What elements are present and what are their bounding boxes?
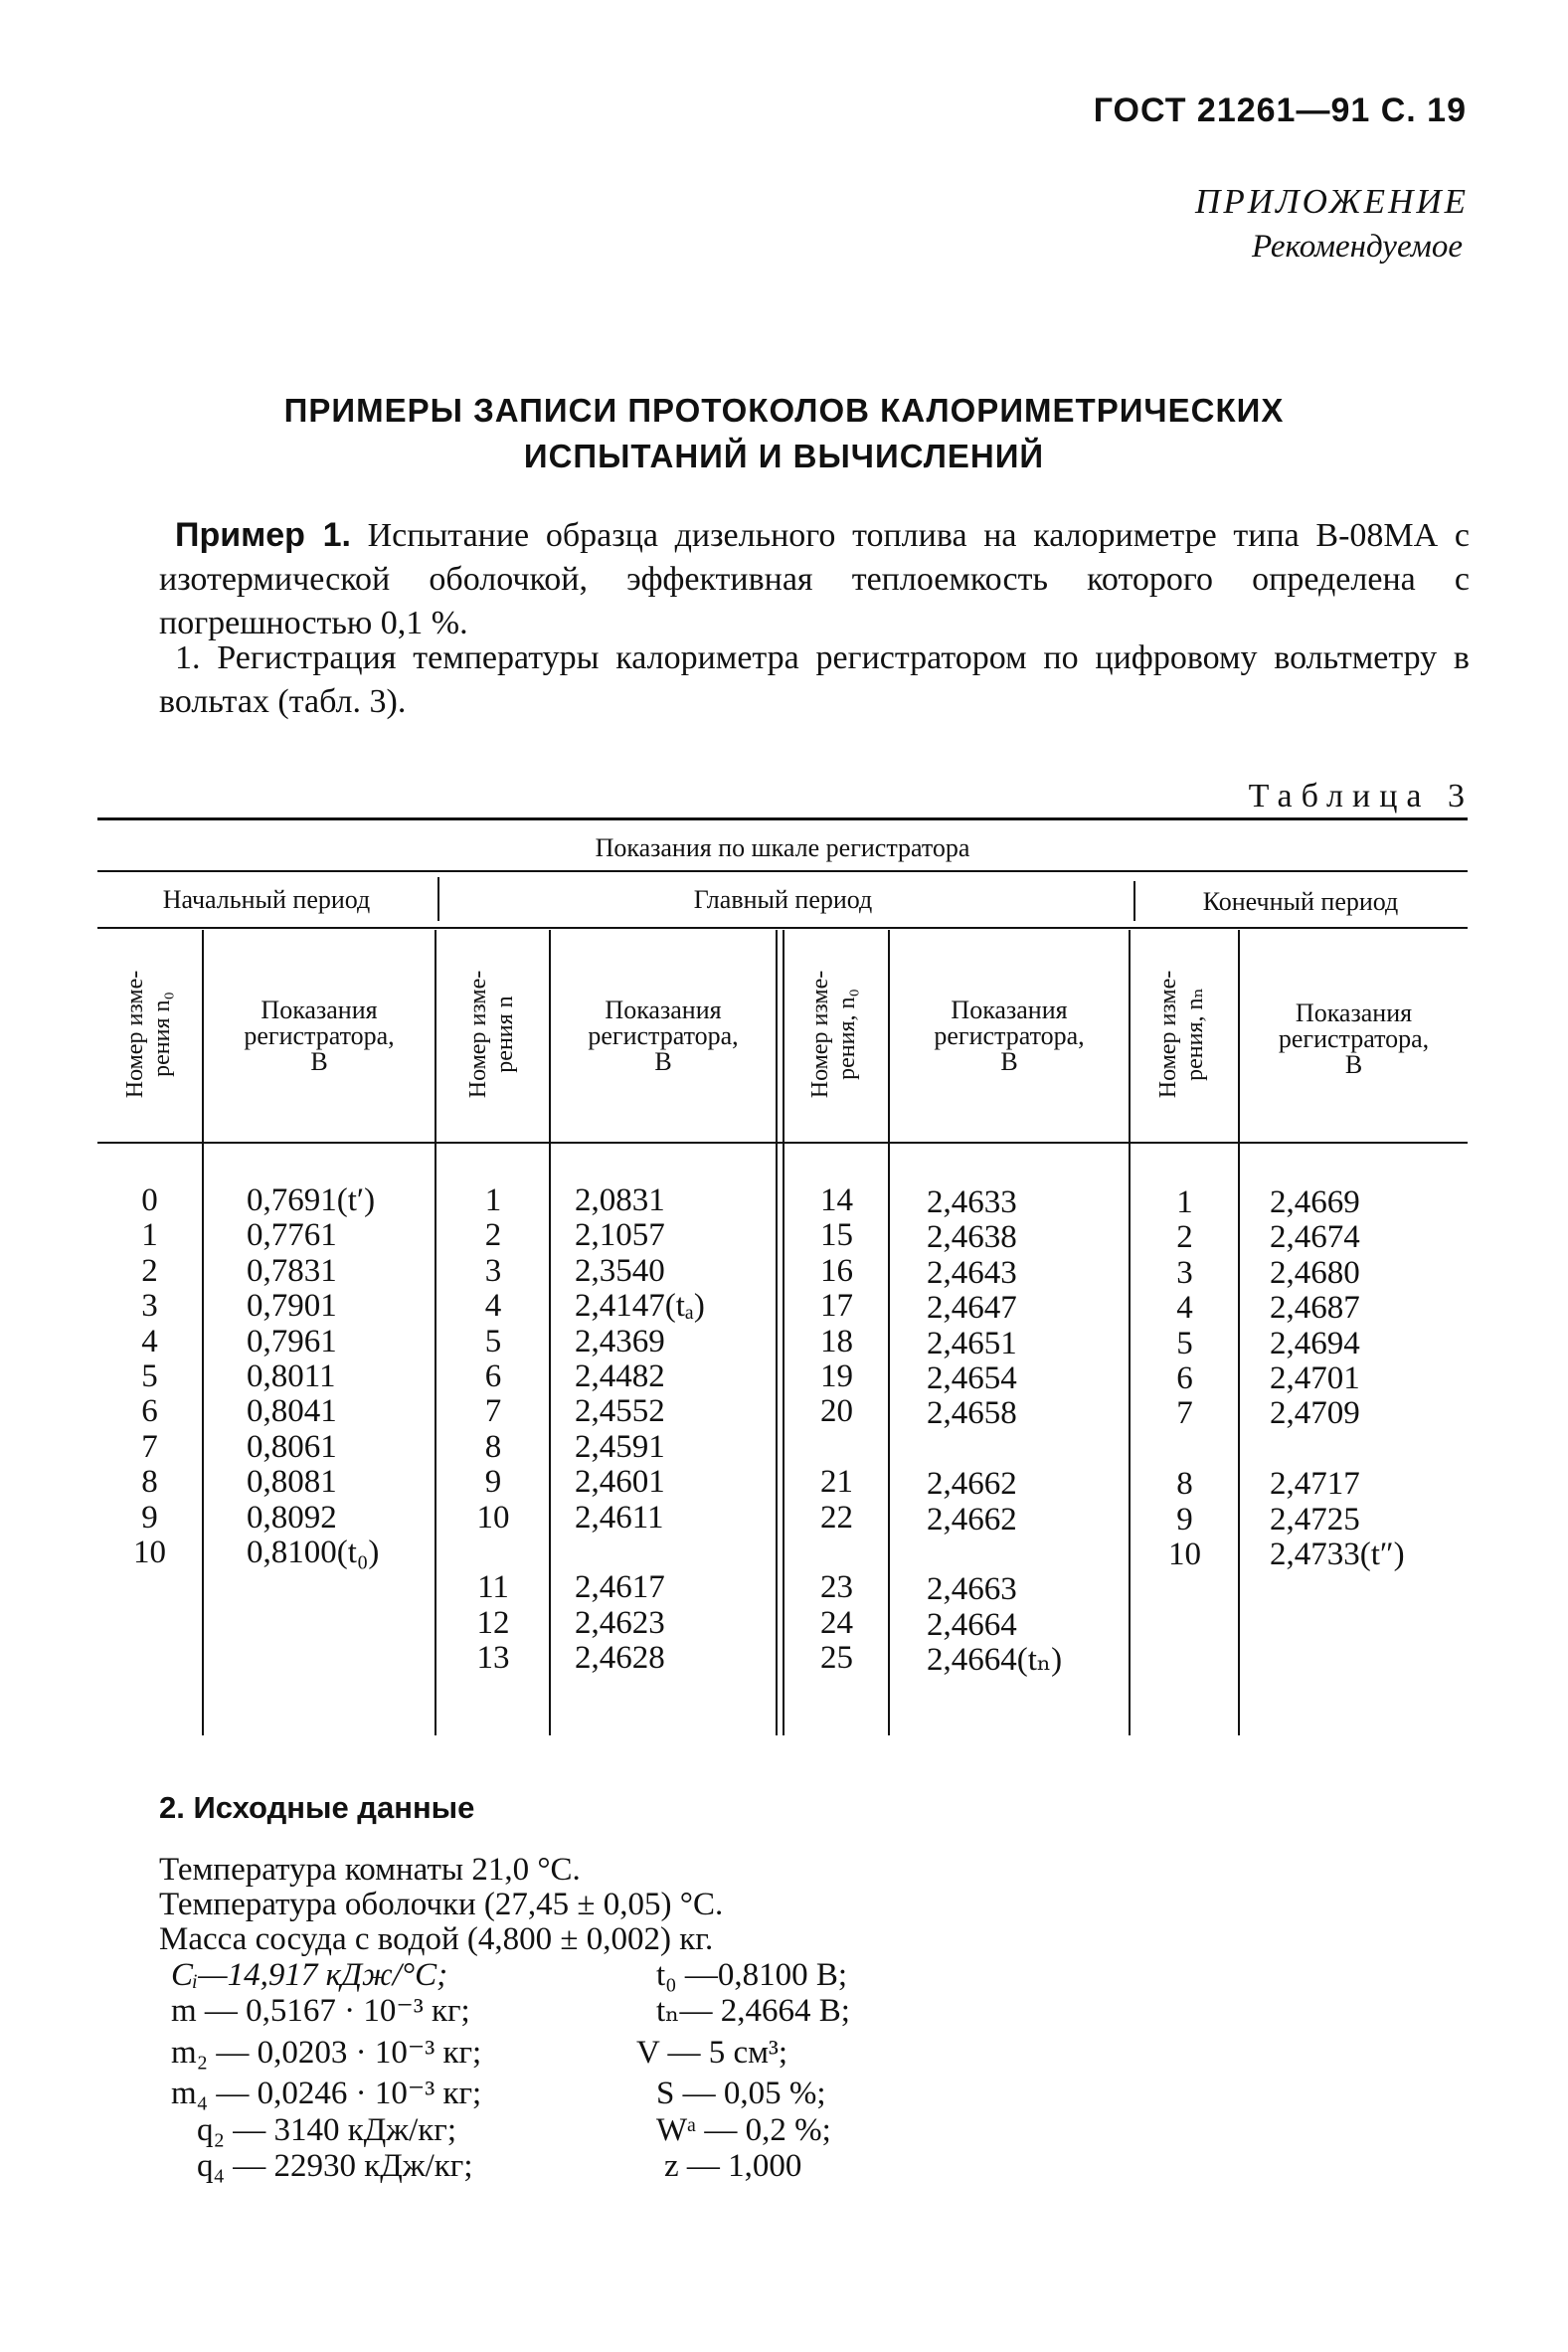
table-cell: 7	[484, 1393, 502, 1430]
table-cell: 25	[820, 1640, 853, 1677]
param-right: V — 5 см³;	[636, 2035, 788, 2071]
table-cell: 2,4638	[927, 1219, 1017, 1256]
table-cell: 2,4601	[575, 1464, 665, 1501]
table-cell: 7	[1176, 1395, 1193, 1432]
table-cell: 2,1057	[575, 1217, 665, 1254]
table-cell: 4	[1176, 1290, 1193, 1327]
final-number-column	[1132, 1185, 1238, 1572]
period-initial: Начальный период	[162, 885, 371, 914]
table-cell: 6	[1176, 1359, 1193, 1396]
final-reading-column	[1270, 1185, 1468, 1572]
table-cell: 9	[141, 1499, 158, 1536]
table-divider	[1129, 930, 1131, 1735]
table-cell: 5	[1176, 1325, 1193, 1361]
table-cell: 5	[141, 1357, 158, 1394]
table-cell: 13	[476, 1640, 510, 1677]
table-cell: 0,7901	[247, 1288, 337, 1325]
param-left: q₂ — 3140 кДж/кг;	[197, 2112, 457, 2148]
column-head-n0: Номер изме- рения n₀	[122, 970, 175, 1099]
param-right: Wᵃ — 0,2 %;	[656, 2112, 831, 2148]
column-head-reading: Показания регистратора, В	[244, 995, 395, 1076]
param-right: S — 0,05 %;	[656, 2076, 826, 2111]
table-cell: 8	[484, 1428, 502, 1465]
table-cell: 1	[141, 1217, 158, 1254]
table-cell: 0,8092	[247, 1499, 337, 1536]
main2-number-column	[785, 1183, 888, 1676]
table-cell: 2,4663	[927, 1571, 1017, 1608]
table-cell: 0,8081	[247, 1464, 337, 1501]
table-cell: 2,4664	[927, 1606, 1017, 1643]
table-cell: 2,4662	[927, 1466, 1017, 1503]
table-cell: 2,4369	[575, 1323, 665, 1359]
table-cell: 2,4623	[575, 1604, 665, 1641]
table-cell: 2,4643	[927, 1254, 1017, 1291]
table-cell: 2,4591	[575, 1428, 665, 1465]
registration-paragraph: 1. Регистрация температуры калориметра регистратором по цифровому вольтметру в вольтах (табл. 3).	[159, 639, 1470, 720]
table-cell: 0	[141, 1182, 158, 1218]
main-number-column	[437, 1183, 549, 1676]
table-cell: 2,4617	[575, 1569, 665, 1606]
table-cell: 4	[141, 1323, 158, 1359]
table-cell: 2,4654	[927, 1359, 1017, 1396]
table-cell: 2,4701	[1270, 1359, 1360, 1396]
period-final: Конечный период	[1202, 887, 1399, 916]
param-right: tₙ— 2,4664 В;	[656, 1993, 850, 2029]
param-left: m₂ — 0,0203 · 10⁻³ кг;	[171, 2035, 482, 2071]
table-cell: 0,7961	[247, 1323, 337, 1359]
table-cell	[1270, 1432, 1468, 1467]
table-cell: 3	[484, 1252, 502, 1289]
table-cell	[927, 1538, 1126, 1572]
example-paragraph	[159, 513, 1470, 645]
column-head-reading: Показания регистратора, В	[1278, 998, 1430, 1079]
table-caption: Таблица 3	[1248, 778, 1474, 814]
table-divider	[435, 930, 436, 1735]
column-head-reading: Показания регистратора, В	[934, 995, 1085, 1076]
table-cell: 2	[141, 1252, 158, 1289]
table-cell: 2,4647	[927, 1290, 1017, 1327]
table-cell: 3	[1176, 1254, 1193, 1291]
table-cell: 0,8011	[247, 1357, 336, 1394]
table-cell: 15	[820, 1217, 853, 1254]
title-line: ИСПЫТАНИЙ И ВЫЧИСЛЕНИЙ	[523, 438, 1045, 474]
table-cell: 2,4658	[927, 1395, 1017, 1432]
table-cell: 2,4674	[1270, 1219, 1360, 1256]
table-cell: 19	[820, 1357, 853, 1394]
table-cell: 18	[820, 1323, 853, 1359]
table-cell: 7	[141, 1428, 158, 1465]
table-cell: 20	[820, 1393, 853, 1430]
table-cell: 2,4611	[575, 1499, 664, 1536]
table-cell: 8	[141, 1464, 158, 1501]
section-title: 2. Исходные данные	[159, 1790, 475, 1825]
table-cell: 10	[476, 1499, 510, 1536]
table-cell: 0,8041	[247, 1393, 337, 1430]
table-cell: 2,4147(tₐ)	[575, 1288, 705, 1325]
table-cell: 0,8100(t₀)	[247, 1534, 380, 1570]
table-cell: 12	[476, 1604, 510, 1641]
table-cell: 10	[133, 1534, 166, 1570]
table-divider	[437, 877, 439, 921]
table-divider	[783, 930, 784, 1735]
table-cell: 1	[1176, 1184, 1193, 1220]
table-cell	[785, 1430, 888, 1465]
table-cell: 2,4687	[1270, 1290, 1360, 1327]
table-cell: 2,4709	[1270, 1395, 1360, 1432]
table-cell	[785, 1536, 888, 1570]
column-head-reading: Показания регистратора, В	[588, 995, 739, 1076]
period-main: Главный период	[693, 885, 873, 914]
appendix-sub: Рекомендуемое	[1251, 229, 1463, 265]
param-left: Cᵢ—14,917 кДж/°С;	[171, 1957, 448, 1993]
table-cell: 2,4680	[1270, 1254, 1360, 1291]
param-right: z — 1,000	[664, 2148, 802, 2184]
table-cell	[927, 1432, 1126, 1467]
table-cell: 16	[820, 1252, 853, 1289]
table-cell: 11	[477, 1569, 509, 1606]
example-text: Испытание образца дизельного топлива на калориметре типа В-08МА с изотермической оболочкой, эффективная теплоемкость которого определена с погрешностью 0,1 %.	[159, 517, 1470, 641]
example-label: Пример 1.	[175, 516, 351, 554]
table-cell: 2	[1176, 1219, 1193, 1256]
table-cell	[1132, 1432, 1238, 1467]
table-divider	[1133, 881, 1135, 921]
table-cell: 2,4662	[927, 1501, 1017, 1538]
table-cell: 5	[484, 1323, 502, 1359]
table-cell: 2,0831	[575, 1182, 665, 1218]
table-divider	[776, 930, 778, 1735]
table-cell: 23	[820, 1569, 853, 1606]
table-cell: 6	[141, 1393, 158, 1430]
table-cell: 2,4628	[575, 1640, 665, 1677]
table-rule	[97, 927, 1468, 929]
table-cell: 21	[820, 1464, 853, 1501]
table-cell	[575, 1536, 774, 1570]
main2-reading-column	[927, 1185, 1126, 1678]
table-cell: 2,4633	[927, 1184, 1017, 1220]
data-line: Температура оболочки (27,45 ± 0,05) °С.	[159, 1887, 724, 1922]
table-cell: 2,4482	[575, 1357, 665, 1394]
table-cell: 4	[484, 1288, 502, 1325]
table-cell: 2,3540	[575, 1252, 665, 1289]
data-line: Масса сосуда с водой (4,800 ± 0,002) кг.	[159, 1921, 714, 1957]
table-rule	[97, 817, 1468, 820]
table-cell: 0,7761	[247, 1217, 337, 1254]
main-reading-column	[575, 1183, 774, 1676]
document-title	[0, 388, 1568, 479]
page-header: ГОСТ 21261—91 С. 19	[1093, 91, 1467, 129]
appendix-label: ПРИЛОЖЕНИЕ	[1195, 182, 1469, 221]
table-top-header: Показания по шкале регистратора	[595, 833, 970, 862]
table-rule	[97, 870, 1468, 872]
table-cell: 22	[820, 1499, 853, 1536]
table-cell: 2,4725	[1270, 1501, 1360, 1538]
title-line: ПРИМЕРЫ ЗАПИСИ ПРОТОКОЛОВ КАЛОРИМЕТРИЧЕСКИХ	[283, 392, 1285, 429]
table-cell: 9	[1176, 1501, 1193, 1538]
table-cell: 1	[484, 1182, 502, 1218]
param-right: t₀ —0,8100 В;	[656, 1957, 848, 1993]
table-cell: 10	[1168, 1536, 1201, 1572]
table-cell: 2,4552	[575, 1393, 665, 1430]
table-cell: 2,4651	[927, 1325, 1017, 1361]
param-left: m — 0,5167 · 10⁻³ кг;	[171, 1993, 470, 2029]
table-cell: 2,4694	[1270, 1325, 1360, 1361]
column-head-n-main: Номер изме- рения n	[465, 970, 518, 1099]
table-cell: 24	[820, 1604, 853, 1641]
initial-number-column	[97, 1183, 202, 1570]
table-cell: 3	[141, 1288, 158, 1325]
table-cell	[437, 1536, 549, 1570]
table-cell: 6	[484, 1357, 502, 1394]
data-line: Температура комнаты 21,0 °С.	[159, 1852, 581, 1888]
column-head-n-final: Номер изме- рения, nₙ	[1155, 970, 1208, 1099]
table-cell: 0,7831	[247, 1252, 337, 1289]
table-cell: 2,4664(tₙ)	[927, 1642, 1063, 1679]
param-left: q₄ — 22930 кДж/кг;	[197, 2148, 473, 2184]
table-cell: 9	[484, 1464, 502, 1501]
table-cell: 0,7691(t′)	[247, 1182, 376, 1218]
table-cell: 2,4733(t″)	[1270, 1536, 1405, 1572]
table-cell: 2,4717	[1270, 1466, 1360, 1503]
initial-reading-column	[247, 1183, 431, 1570]
param-left: m₄ — 0,0246 · 10⁻³ кг;	[171, 2076, 482, 2111]
table-cell: 14	[820, 1182, 853, 1218]
column-head-n-main2: Номер изме- рения, n₀	[807, 970, 860, 1099]
table-cell: 2	[484, 1217, 502, 1254]
table-cell: 2,4669	[1270, 1184, 1360, 1220]
table-cell: 17	[820, 1288, 853, 1325]
table-cell: 0,8061	[247, 1428, 337, 1465]
table-cell: 8	[1176, 1466, 1193, 1503]
